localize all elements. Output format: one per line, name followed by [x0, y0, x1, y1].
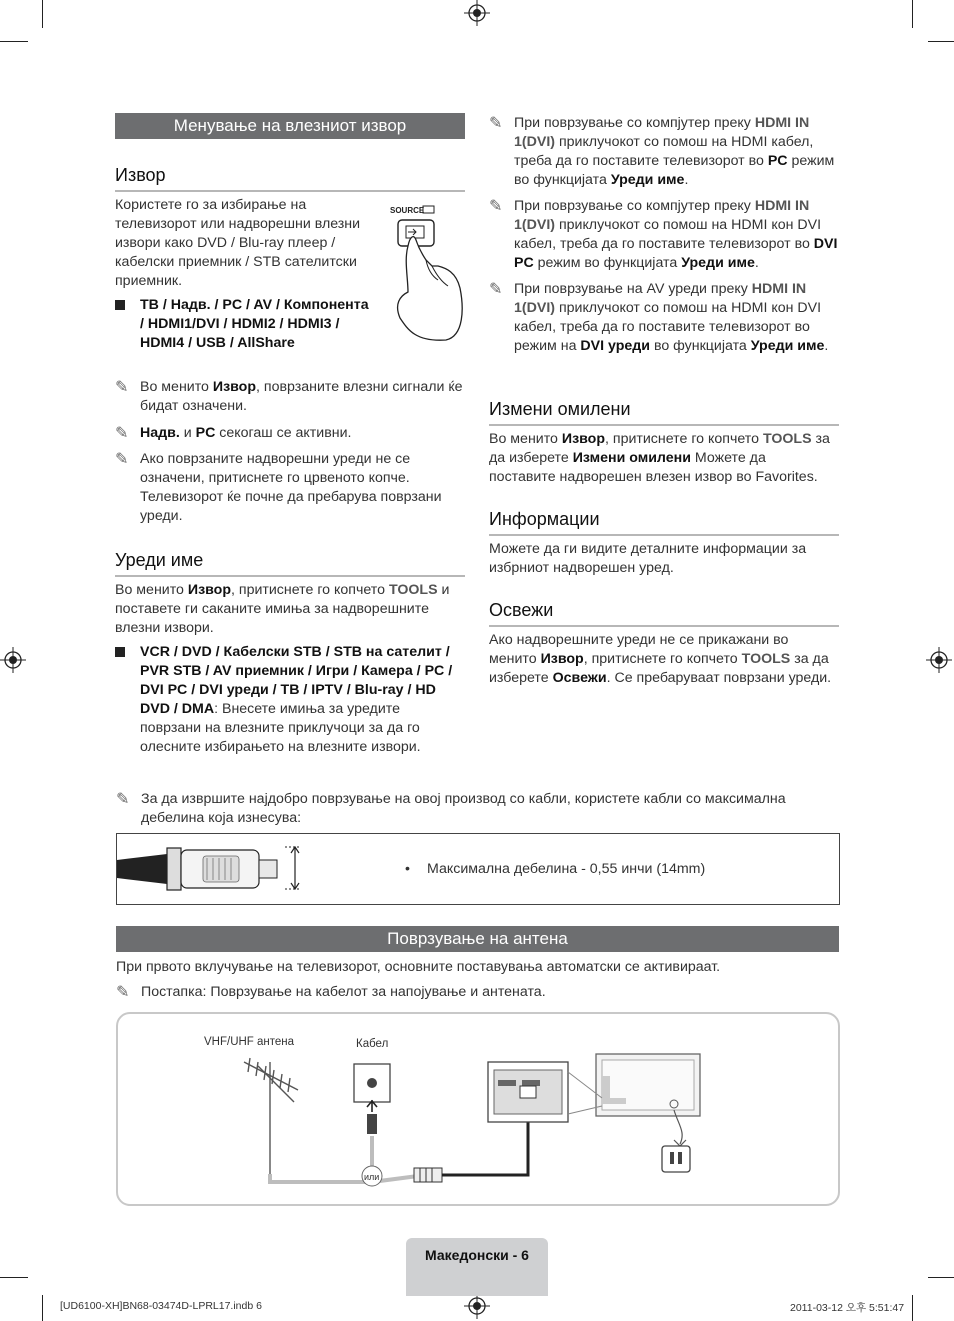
registration-mark-icon [464, 1293, 490, 1319]
note-hdmi-av: ✎ При поврзување на AV уреди преку HDMI IN 1(DVI) приклучокот со помош на HDMI кон DVI кабел, треба да го поставите телевизорот во режим на DVI уреди во функцијата Уреди име. [489, 281, 829, 354]
crop-mark [42, 0, 43, 28]
device-names-bullet: VCR / DVD / Кабелски STB / STB на сателит / PVR STB / AV приемник / Игри / Камера / PC / DVI PC / DVI уреди / ТВ / IPTV / Blu-ray / HD DVD / DMA: Внесете имиња за уредите поврзани на влезните приклучоци за да го олесните избирањето на влезните извори. [140, 643, 460, 757]
izvor-body: Користете го за избирање на телевизорот или надворешни влезни извори како DVD / Blu-ray плеер / кабелски приемник / STB сателитски приемник. [115, 197, 361, 289]
info-body: Можете да ги видите деталните информации за избрниот надворешен уред. [489, 541, 807, 576]
bullet-square-icon [115, 300, 125, 310]
note-antenna-procedure: ✎ Постапка: Поврзување на кабелот за напојување и антената. [116, 984, 546, 1001]
cable-thickness-box [116, 833, 840, 905]
note-text: и [179, 425, 196, 441]
page-number: Македонски - 6 [425, 1247, 529, 1263]
note-pencil-icon: ✎ [115, 379, 129, 396]
crop-mark [912, 1295, 913, 1321]
cable-plug-icon [117, 834, 307, 904]
note-text-bold: PC [195, 425, 216, 441]
label-cable: Кабел [356, 1038, 389, 1050]
crop-mark [42, 1295, 43, 1321]
crop-mark [928, 41, 954, 42]
note-izvor-2 [115, 424, 465, 443]
heading-izvor: Извор [115, 165, 465, 192]
note-izvor-3 [115, 450, 465, 526]
uredi-body: Во менито Извор, притиснете го копчето TOOLS и поставете ги саканите имиња за надворешните влезни извори. [115, 582, 450, 636]
crop-mark [928, 1277, 954, 1278]
print-date: 2011-03-12 오후 5:51:47 [790, 1302, 905, 1314]
note-text: секогаш се активни. [215, 425, 352, 441]
heading-informacii: Информации [489, 509, 839, 536]
note-izvor-1 [115, 378, 465, 416]
note-pencil-icon: ✎ [115, 451, 129, 468]
crop-mark [0, 1277, 28, 1278]
note-text-bold: Надв. [140, 425, 180, 441]
file-info: [UD6100-XH]BN68-03474D-LPRL17.indb 6 [60, 1300, 262, 1312]
label-or: или [364, 1172, 380, 1182]
source-list-text: ТВ / Надв. / PC / AV / Компонента / HDMI1/DVI / HDMI2 / HDMI3 / HDMI4 / USB / AllShare [140, 297, 369, 351]
antenna-connection-diagram [116, 1012, 840, 1206]
note-text: Ако поврзаните надворешни уреди не се означени, притиснете го црвеното копче. Телевизорот ќе почне да пребарува поврзани уреди. [140, 451, 442, 524]
heading-uredi-ime: Уреди име [115, 550, 465, 577]
antenna-wiring-illustration [118, 1014, 838, 1204]
note-pencil-icon: ✎ [115, 425, 129, 442]
crop-mark [0, 41, 28, 42]
cable-max-bullet: • Максимална дебелина - 0,55 инчи (14mm) [405, 861, 706, 877]
label-vhf-antenna: VHF/UHF антена [204, 1036, 295, 1048]
registration-mark-icon [926, 647, 952, 673]
heading-osvezi: Освежи [489, 600, 839, 627]
antenna-icon [244, 1058, 298, 1174]
izmeni-body: Во менито Извор, притиснете го копчето TOOLS за да изберете Измени омилени Можете да поставите надворешен влезен извор во Favorites. [489, 431, 830, 485]
bullet-square-icon [115, 647, 125, 657]
registration-mark-icon [0, 647, 26, 673]
source-list-bullet [140, 296, 375, 353]
note-hdmi-dvi-pc: ✎ При поврзување со компјутер преку HDMI IN 1(DVI) приклучокот со помош на HDMI кон DVI кабел, треба да го поставите телевизорот во DVI PC режим во функцијата Уреди име. [489, 198, 838, 271]
osvezi-body: Ако надворешните уреди не се прикажани во менито Извор, притиснете го копчето TOOLS за да изберете Освежи. Се пребаруваат поврзани уреди. [489, 632, 832, 686]
note-pencil-icon: ✎ [116, 791, 130, 808]
note-pencil-icon: ✎ [489, 281, 503, 298]
note-cable-thickness: ✎ За да извршите најдобро поврзување на овој производ со кабли, користете кабли со максимална дебелина која изнесува: [116, 791, 786, 826]
remote-source-hand-icon [386, 200, 466, 342]
section-bar-input-source: Менување на влезниот извор [115, 113, 465, 139]
note-hdmi-pc: ✎ При поврзување со компјутер преку HDMI IN 1(DVI) приклучокот со помош на HDMI кабел, треба да го поставите телевизорот во PC режим во функцијата Уреди име. [489, 115, 835, 188]
note-text-bold: Извор [212, 379, 256, 395]
note-text: , поврзаните влезни сигнали ќе бидат означени. [140, 379, 463, 414]
crop-mark [912, 0, 913, 28]
note-text: Во менито [140, 379, 213, 395]
note-pencil-icon: ✎ [116, 984, 130, 1001]
note-pencil-icon: ✎ [489, 115, 503, 132]
registration-mark-icon [464, 0, 490, 26]
antenna-body: При првото вклучување на телевизорот, основните поставувања автоматски се активираат. [116, 959, 721, 975]
note-pencil-icon: ✎ [489, 198, 503, 215]
source-label: SOURCE [390, 206, 425, 215]
section-bar-antenna: Поврзување на антена [116, 926, 839, 952]
heading-izmeni-omileni: Измени омилени [489, 399, 839, 426]
